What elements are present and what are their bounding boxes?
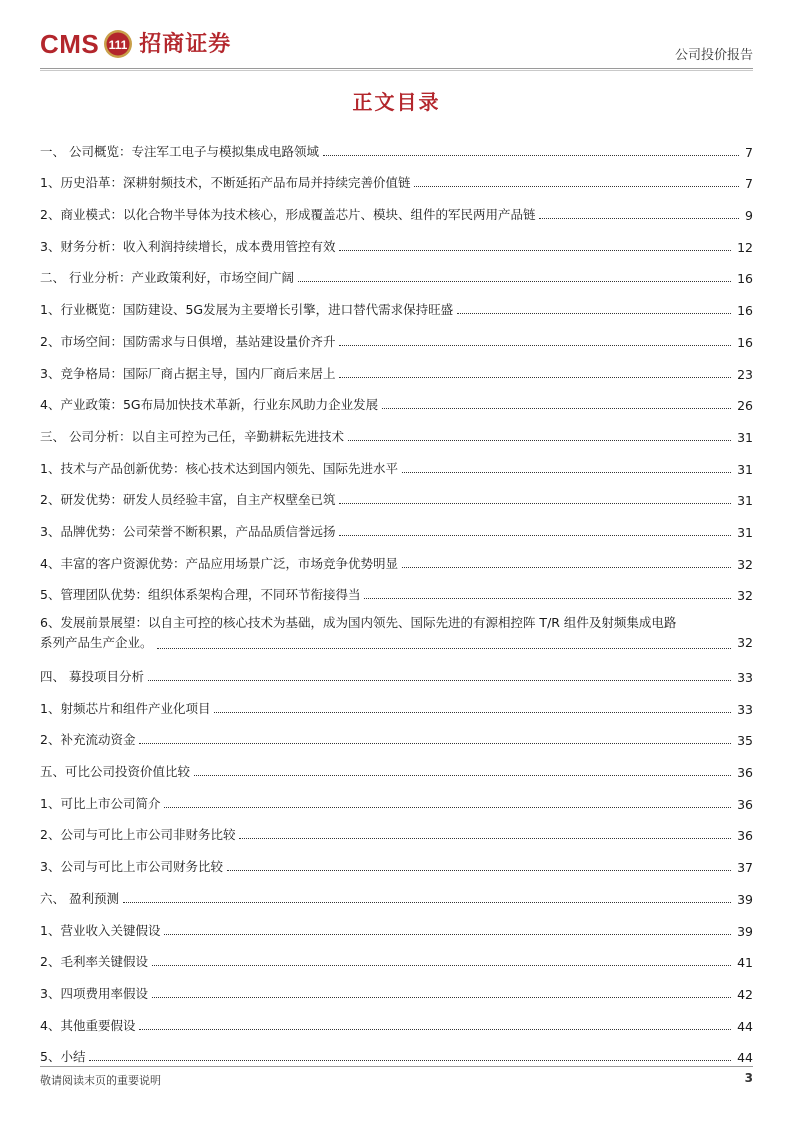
- toc-entry-text: 2、公司与可比上市公司非财务比较: [40, 827, 236, 843]
- toc-entry-text: 6、发展前景展望：以自主可控的核心技术为基础，成为国内领先、国际先进的有源相控阵 T/R 组件及射频集成电路: [40, 615, 677, 631]
- toc-page-number: 31: [737, 493, 753, 509]
- toc-page-number: 44: [737, 1018, 753, 1034]
- toc-entry[interactable]: [40, 318, 753, 350]
- toc-entry-text: 3、财务分析：收入利润持续增长，成本费用管控有效: [40, 238, 336, 254]
- toc-entry-text: 1、技术与产品创新优势：核心技术达到国内领先、国际先进水平: [40, 460, 398, 476]
- toc-page-number: 44: [737, 1050, 753, 1066]
- toc-leader-dots: [339, 377, 731, 378]
- page-number: 3: [744, 1071, 753, 1085]
- toc-page-number: 31: [737, 429, 753, 445]
- toc-entry-text: 2、补充流动资金: [40, 732, 136, 748]
- toc-leader-dots: [157, 648, 732, 649]
- logo-emblem-icon: [103, 29, 133, 59]
- toc-page-number: 7: [745, 144, 753, 160]
- logo-emblem-text: 111: [108, 38, 128, 52]
- toc-leader-dots: [323, 155, 739, 156]
- toc-leader-dots: [402, 472, 731, 473]
- toc-leader-dots: [298, 281, 731, 282]
- toc-leader-dots: [339, 345, 731, 346]
- toc-entry[interactable]: [40, 128, 753, 160]
- toc-leader-dots: [139, 1029, 731, 1030]
- toc-entry-text: 3、竞争格局：国际厂商占据主导，国内厂商后来居上: [40, 365, 336, 381]
- toc-leader-dots: [348, 440, 731, 441]
- toc-entry[interactable]: [40, 350, 753, 382]
- toc-leader-dots: [152, 965, 731, 966]
- toc-page-number: 42: [737, 986, 753, 1002]
- toc-page-number: 32: [737, 556, 753, 572]
- toc-leader-dots: [339, 250, 731, 251]
- toc-leader-dots: [364, 598, 731, 599]
- toc-entry-text: 3、品牌优势：公司荣誉不断积累，产品品质信誉远扬: [40, 523, 336, 539]
- toc-page-number: 33: [737, 670, 753, 685]
- toc-page-number: 9: [745, 208, 753, 224]
- toc-leader-dots: [139, 743, 731, 744]
- toc-entry[interactable]: [40, 748, 753, 780]
- toc-leader-dots: [402, 567, 731, 568]
- toc-entry[interactable]: [40, 717, 753, 749]
- toc-leader-dots: [214, 712, 731, 713]
- toc-page-number: 16: [737, 334, 753, 350]
- toc-entry[interactable]: [40, 160, 753, 192]
- toc-leader-dots: [194, 775, 731, 776]
- page-header: [40, 24, 753, 68]
- logo-chinese-text: 招商证券: [139, 31, 232, 57]
- toc-page-number: 31: [737, 524, 753, 540]
- toc-entry-text: 4、丰富的客户资源优势：产品应用场景广泛，市场竞争优势明显: [40, 555, 398, 571]
- toc-leader-dots: [164, 934, 731, 935]
- toc-leader-dots: [382, 408, 731, 409]
- toc-page-number: 36: [737, 828, 753, 844]
- toc-entry[interactable]: [40, 685, 753, 717]
- toc-page-number: 7: [745, 176, 753, 192]
- toc-entry[interactable]: [40, 1034, 753, 1066]
- toc-entry[interactable]: [40, 382, 753, 414]
- toc-entry-text: 2、研发优势：研发人员经验丰富，自主产权壁垒已筑: [40, 492, 336, 508]
- logo-latin-text: CMS: [40, 29, 100, 59]
- toc-entry-text: 5、小结: [40, 1049, 86, 1065]
- toc-entry[interactable]: [40, 508, 753, 540]
- footer-disclaimer-note: 敬请阅读末页的重要说明: [40, 1074, 161, 1087]
- toc-page-number: 16: [737, 271, 753, 287]
- report-type-label: 公司投价报告: [674, 48, 753, 63]
- toc-page-number: 36: [737, 765, 753, 781]
- toc-page-number: 16: [737, 303, 753, 319]
- toc-entry-text: 1、可比上市公司简介: [40, 795, 161, 811]
- header-divider: [40, 68, 753, 69]
- toc-page-number: 23: [737, 366, 753, 382]
- toc-entry[interactable]: [40, 413, 753, 445]
- toc-entry-text: 四、 募投项目分析: [40, 669, 144, 684]
- toc-entry-text: 3、四项费用率假设: [40, 985, 148, 1001]
- toc-entry-text: 1、行业概览：国防建设、5G发展为主要增长引擎，进口替代需求保持旺盛: [40, 302, 454, 318]
- toc-entry-text: 2、市场空间：国防需求与日俱增，基站建设量价齐升: [40, 333, 336, 349]
- toc-entry[interactable]: [40, 540, 753, 572]
- toc-leader-dots: [339, 503, 731, 504]
- toc-entry[interactable]: [40, 907, 753, 939]
- toc-entry[interactable]: [40, 780, 753, 812]
- header-divider-secondary: [40, 70, 753, 71]
- toc-page-number: 12: [737, 239, 753, 255]
- toc-leader-dots: [227, 870, 731, 871]
- toc-entry-text: 三、 公司分析：以自主可控为己任，辛勤耕耘先进技术: [40, 428, 344, 444]
- toc-entry[interactable]: [40, 445, 753, 477]
- toc-entry[interactable]: [40, 572, 753, 604]
- toc-title: 正文目录: [352, 90, 441, 114]
- toc-entry-text: 一、 公司概览：专注军工电子与模拟集成电路领域: [40, 143, 319, 159]
- toc-entry[interactable]: [40, 939, 753, 971]
- toc-entry[interactable]: [40, 812, 753, 844]
- toc-entry[interactable]: [40, 875, 753, 907]
- toc-entry-text: 1、营业收入关键假设: [40, 922, 161, 938]
- toc-leader-dots: [164, 807, 731, 808]
- toc-entry-text: 六、 盈利预测: [40, 890, 119, 906]
- toc-page-number: 35: [737, 733, 753, 749]
- toc-entry[interactable]: [40, 603, 753, 653]
- toc-leader-dots: [539, 218, 739, 219]
- toc-entry[interactable]: [40, 477, 753, 509]
- toc-entry-text: 五、可比公司投资价值比较: [40, 764, 191, 780]
- company-logo: [40, 28, 231, 60]
- toc-page-number: 39: [737, 923, 753, 939]
- toc-entry-text: 3、公司与可比上市公司财务比较: [40, 859, 223, 875]
- toc-page-number: 41: [737, 955, 753, 971]
- toc-leader-dots: [414, 186, 739, 187]
- toc-entry-text: 4、其他重要假设: [40, 1017, 136, 1033]
- toc-entry-text: 二、 行业分析：产业政策利好，市场空间广阔: [40, 270, 294, 286]
- toc-page-number: 32: [737, 635, 753, 651]
- toc-page-number: 26: [737, 398, 753, 414]
- toc-entry-text: 2、商业模式：以化合物半导体为技术核心，形成覆盖芯片、模块、组件的军民两用产品链: [40, 207, 536, 223]
- toc-entry-text: 1、历史沿革：深耕射频技术，不断延拓产品布局并持续完善价值链: [40, 175, 411, 191]
- toc-leader-dots: [152, 997, 731, 998]
- toc-entry[interactable]: [40, 286, 753, 318]
- toc-entry-text: 2、毛利率关键假设: [40, 954, 148, 970]
- toc-entry-text: 1、射频芯片和组件产业化项目: [40, 700, 211, 716]
- toc-entry[interactable]: [40, 653, 753, 685]
- toc-entry-text: 4、产业政策：5G布局加快技术革新，行业东风助力企业发展: [40, 397, 379, 413]
- toc-leader-dots: [239, 838, 731, 839]
- toc-leader-dots: [457, 313, 731, 314]
- toc-page-number: 32: [737, 588, 753, 604]
- toc-page-number: 37: [737, 860, 753, 876]
- toc-page-number: 36: [737, 796, 753, 812]
- toc-entry-text: 5、管理团队优势：组织体系架构合理，不同环节衔接得当: [40, 587, 361, 603]
- toc-entry[interactable]: [40, 843, 753, 875]
- toc-leader-dots: [123, 902, 731, 903]
- toc-entry[interactable]: [40, 223, 753, 255]
- toc-entry[interactable]: [40, 191, 753, 223]
- toc-leader-dots: [148, 680, 731, 681]
- footer-divider: [40, 1066, 753, 1067]
- toc-entry[interactable]: [40, 255, 753, 287]
- toc-page-number: 31: [737, 461, 753, 477]
- toc-page-number: 39: [737, 891, 753, 907]
- toc-page-number: 33: [737, 701, 753, 717]
- toc-leader-dots: [339, 535, 731, 536]
- table-of-contents: [40, 128, 753, 1065]
- toc-entry[interactable]: [40, 1002, 753, 1034]
- toc-leader-dots: [89, 1060, 731, 1061]
- toc-entry-text-continued: 系列产品生产企业。: [40, 635, 153, 651]
- toc-entry[interactable]: [40, 970, 753, 1002]
